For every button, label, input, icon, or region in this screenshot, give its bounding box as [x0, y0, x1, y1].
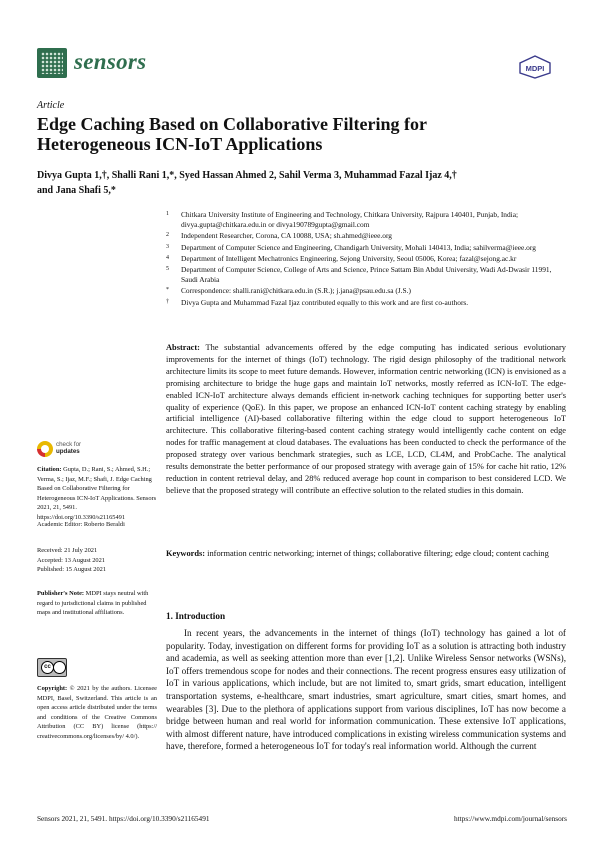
citation-block: [37, 465, 157, 523]
academic-editor: Academic Editor: Roberto Beraldi: [37, 521, 125, 528]
accepted-date: Accepted: 13 August 2021: [37, 556, 105, 564]
journal-logo-icon: [37, 48, 67, 78]
affiliation-text: Chitkara University Institute of Engineering and Technology, Chitkara University, Rajpura 140401, Punjab, India; divya.gupta@chitkara.edu.in or divya190789gupta@gmail.com: [181, 210, 519, 230]
affiliation-mark: *: [166, 287, 169, 294]
affiliation-mark: 2: [166, 232, 169, 239]
publication-dates: [37, 546, 157, 575]
affiliations: [166, 210, 566, 309]
affiliation-item: [166, 231, 566, 241]
affiliation-mark: 4: [166, 254, 169, 261]
affiliation-text: Department of Computer Science, College of Arts and Science, Prince Sattam Bin Abdul University, Wadi Ad-Dwasir 11991, Saudi Arabia: [181, 265, 552, 285]
abstract-text: The substantial advancements offered by the edge computing has indicated serious evolutionary improvements for the internet of things (IoT) technology. The rigid design philosophy of the traditional network architecture limits its scope to meet future demands. However, information centric networking (ICN) is envisioned as a promising architecture to bridge the huge gaps and maintain IoT networks, mostly referred as ICN-IoT. The edge-enabled ICN-IoT architecture always demands efficient in-network caching techniques for supporting better user's quality of experience (QoE). In this paper, we propose an enhanced ICN-IoT content caching strategy by enabling artificial intelligence (AI)-based collaborative filtering within the edge cloud to support heterogeneous IoT architecture. This collaborative filtering-based content caching strategy would intelligently cache content on edge nodes for traffic management at cloud databases. The evaluations has been conducted to check the performance of the proposed strategy over various benchmark strategies, such as LCE, LCD, CL4M, and ProbCache. The analytical results demonstrate the better performance of our proposed strategy with average gain of 15% for cache hit ratio, 12% reduction in content retrieval delay, and 28% reduced average hop count in comparison to best considered LCD. We believe that the proposed strategy will contribute an effective solution to the related studies in this domain.: [166, 343, 566, 495]
by-person-icon: [53, 661, 66, 674]
intro-text: In recent years, the advancements in the internet of things (IoT) technology has gained a lot of popularity. Today, investigation on different forms for providing IoT as a solution is attracting both industry and academia, as well as seeking attention more than ever [1,2]. Unlike Wireless Sensor networks (WSNs), IoT offers tremendous scope for nodes and their connections. The recent progress ensures easy utilization of IoT in various applications, which include, but are not limited to, smart grids, smart education, intelligent transportation systems, e-healthcare, smart industries, smart agriculture, smart cities, smart homes, and wearables [3]. Due to the plethora of applications support from various disciplines, IoT has now become a bridge between human and real world for information communication. These extensive IoT applications, with almost different nature, have introduced complications in existing wireless communication systems and have, therefore, formed a heterogeneous IoT for today's real information world. Although the current: [166, 628, 566, 752]
journal-name: sensors: [74, 49, 147, 74]
affiliation-text: Divya Gupta and Muhammad Fazal Ijaz contributed equally to this work and are first co-authors.: [181, 297, 469, 307]
abstract: [166, 342, 566, 497]
mdpi-logo-icon: [518, 55, 552, 79]
received-date: Received: 21 July 2021: [37, 547, 98, 554]
affiliation-item: [166, 298, 566, 308]
copyright-label: Copyright:: [37, 685, 68, 692]
authors-line-1: Divya Gupta 1,†, Shalli Rani 1,*, Syed Hassan Ahmed 2, Sahil Verma 3, Muhammad Fazal Ijaz 4,†: [37, 170, 457, 181]
affiliation-text: Department of Intelligent Mechatronics Engineering, Sejong University, Seoul 05006, Korea; fazal@sejong.ac.kr: [181, 253, 517, 263]
citation-text: Gupta, D.; Rani, S.; Ahmed, S.H.; Verma, S.; Ijaz, M.F.; Shafi, J. Edge Caching Based on Collaborative Filtering for Heterogeneous ICN-IoT Applications. Sensors 2021, 21, 5491. https://doi.org/10.3390/s21165491: [37, 466, 157, 521]
affiliation-mark: †: [166, 298, 169, 305]
keywords: [166, 548, 566, 560]
affiliation-text: Correspondence: shalli.rani@chitkara.edu.in (S.R.); j.jana@psau.edu.sa (J.S.): [181, 286, 411, 296]
article-type: Article: [37, 100, 65, 111]
cc-license-icon[interactable]: [37, 658, 67, 677]
publisher-note-text: MDPI stays neutral with regard to jurisdictional claims in published maps and institutional affiliations.: [37, 590, 149, 617]
mdpi-logo-text: MDPI: [525, 64, 545, 73]
affiliation-item: [166, 210, 566, 230]
published-date: Published: 15 August 2021: [37, 566, 107, 574]
citation-label: Citation:: [37, 466, 62, 473]
footer-citation: Sensors 2021, 21, 5491. https://doi.org/10.3390/s21165491: [37, 814, 210, 823]
affiliation-item: [166, 286, 566, 296]
check-updates-label: [56, 441, 81, 455]
check-updates-icon: [37, 441, 53, 457]
paper-title: Edge Caching Based on Collaborative Filtering for Heterogeneous ICN-IoT Applications: [37, 114, 427, 154]
check-for-updates-button[interactable]: [37, 441, 97, 461]
footer-journal-link[interactable]: https://www.mdpi.com/journal/sensors: [453, 814, 567, 823]
keywords-label: Keywords:: [166, 549, 206, 558]
affiliation-item: [166, 254, 566, 264]
intro-paragraph: [166, 627, 566, 753]
cc-logo-text: cc: [41, 661, 54, 674]
author-list: [37, 168, 567, 198]
affiliation-text: Independent Researcher, Corona, CA 10088, USA; sh.ahmed@ieee.org: [181, 231, 393, 241]
keywords-text: information centric networking; internet of things; collaborative filtering; edge cloud; content caching: [207, 549, 549, 558]
copyright-block: [37, 684, 157, 742]
authors-line-2: and Jana Shafi 5,*: [37, 185, 116, 196]
abstract-label: Abstract:: [166, 343, 200, 352]
publisher-note: [37, 589, 157, 618]
affiliation-item: [166, 265, 566, 285]
publisher-note-label: Publisher's Note:: [37, 590, 85, 597]
check-line-2: updates: [56, 448, 80, 455]
affiliation-mark: 1: [166, 211, 169, 217]
copyright-text: © 2021 by the authors. Licensee MDPI, Basel, Switzerland. This article is an open access article distributed under the terms and conditions of the Creative Commons Attribution (CC BY) license (https:// creativecommons.org/licenses/by/ 4.0/).: [37, 685, 157, 740]
affiliation-mark: 5: [166, 266, 169, 273]
affiliation-text: Department of Computer Science and Engineering, Chandigarh University, Mohali 140413, India; sahilverma@ieee.org: [181, 242, 536, 252]
check-line-1: check for: [56, 441, 82, 448]
affiliation-mark: 3: [166, 243, 169, 250]
affiliation-item: [166, 243, 566, 253]
section-heading: 1. Introduction: [166, 611, 226, 621]
